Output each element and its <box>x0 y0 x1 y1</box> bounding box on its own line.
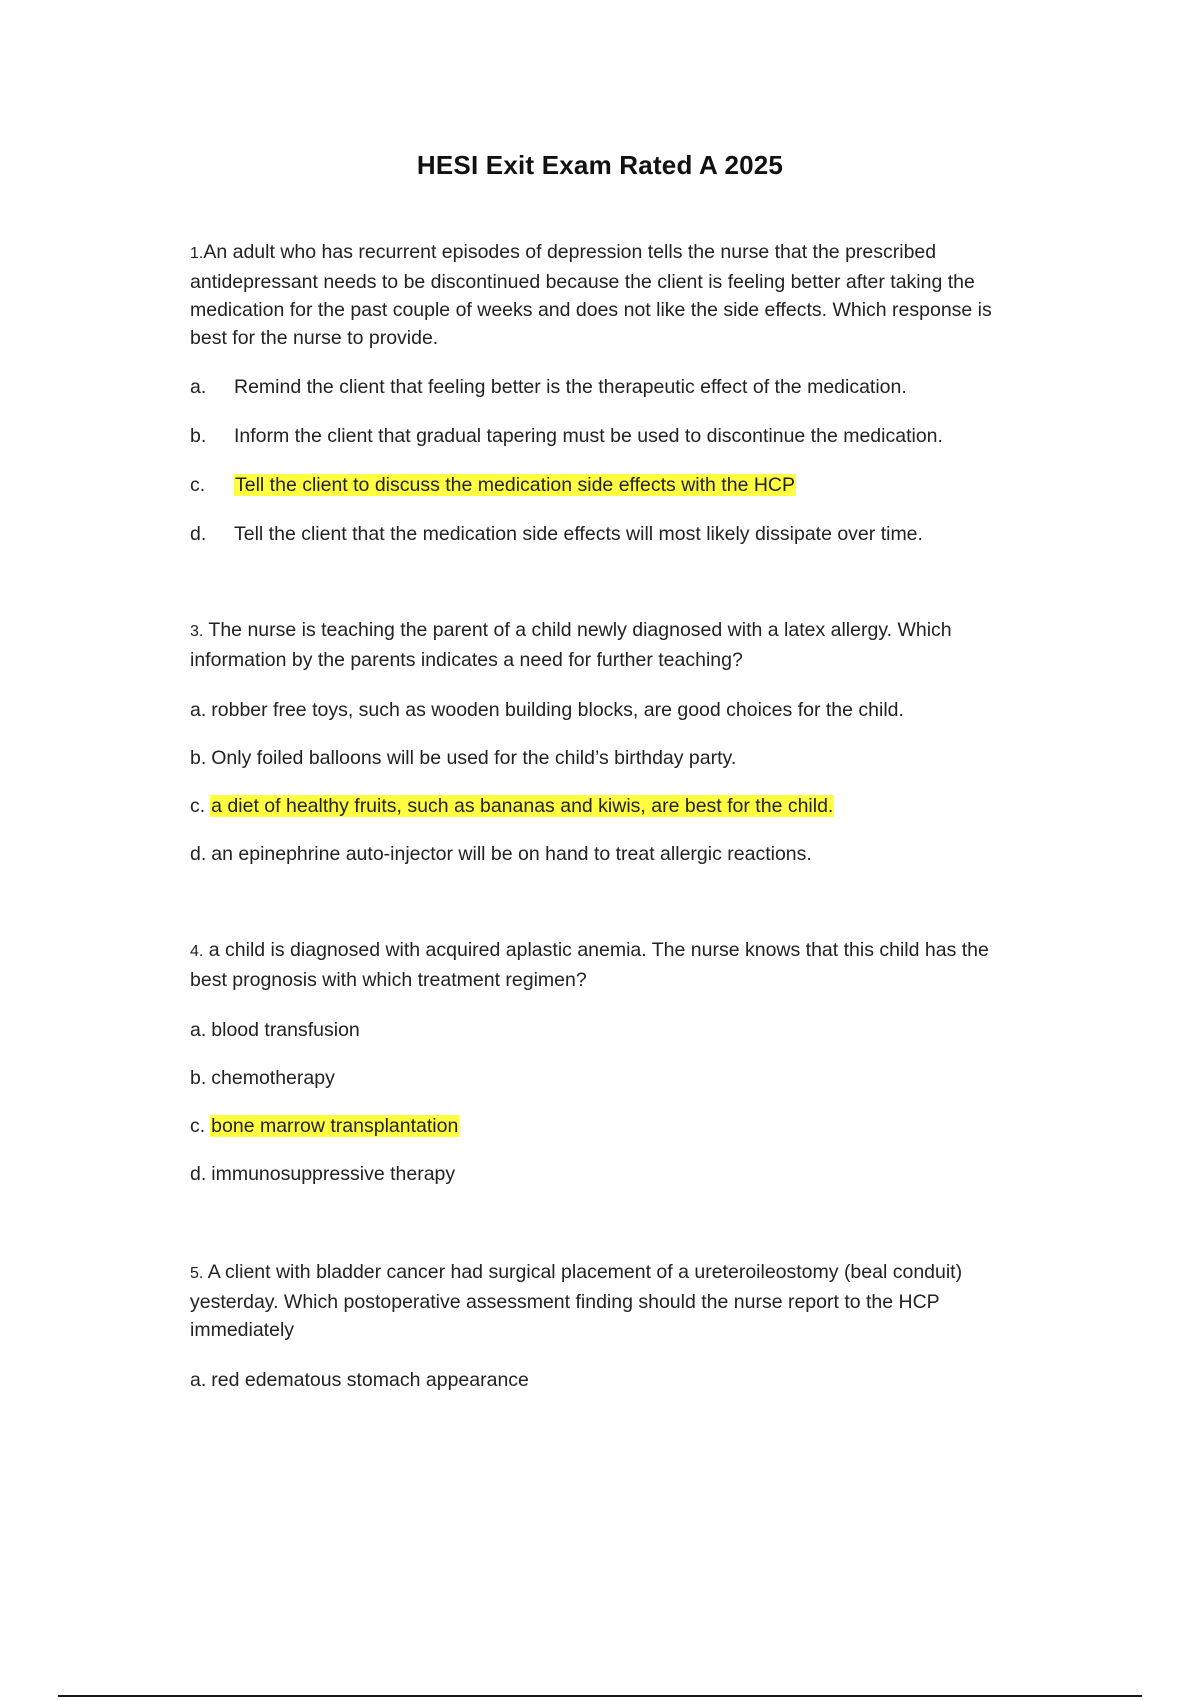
answer-option-b <box>190 744 1030 772</box>
option-letter: c. <box>190 474 206 496</box>
question-stem: The nurse is teaching the parent of a child newly diagnosed with a latex allergy. Which information by the parents indicates a need for further teaching? <box>190 619 952 671</box>
option-text: Tell the client that the medication side effects will most likely dissipate over time. <box>234 523 923 545</box>
option-letter: c. <box>190 1115 206 1137</box>
option-letter: a. <box>190 1019 207 1041</box>
answer-option-d <box>190 520 1030 548</box>
answer-option-a <box>190 1016 1030 1044</box>
option-text: red edematous stomach appearance <box>211 1369 529 1391</box>
question-text <box>190 238 1030 352</box>
option-letter: a. <box>190 699 207 721</box>
option-letter: b. <box>190 747 207 769</box>
answer-option-c-correct <box>190 792 1030 820</box>
option-letter: a. <box>190 1369 207 1391</box>
question-text <box>190 936 1030 994</box>
question-5 <box>190 1258 1030 1394</box>
answer-options <box>190 1016 1030 1188</box>
answer-options <box>190 1366 1030 1394</box>
question-number: 4. <box>190 943 204 960</box>
question-stem: a child is diagnosed with acquired aplastic anemia. The nurse knows that this child has the best prognosis with which treatment regimen? <box>190 939 989 991</box>
question-1 <box>190 238 1030 548</box>
answer-option-a <box>190 373 1030 401</box>
answer-option-d <box>190 840 1030 868</box>
highlighted-answer: Tell the client to discuss the medication side effects with the HCP <box>235 474 795 496</box>
question-number: 5. <box>190 1265 204 1282</box>
question-4 <box>190 936 1030 1188</box>
option-text: Remind the client that feeling better is the therapeutic effect of the medication. <box>234 376 907 398</box>
answer-option-c-correct <box>190 471 1030 499</box>
highlighted-answer: a diet of healthy fruits, such as bananas and kiwis, are best for the child. <box>211 795 834 817</box>
option-letter: c. <box>190 795 206 817</box>
answer-option-b <box>190 422 1030 450</box>
question-text <box>190 616 1030 674</box>
question-stem: A client with bladder cancer had surgical placement of a ureteroileostomy (beal conduit) yesterday. Which postoperative assessment finding should the nurse report to the HCP immediately <box>190 1261 963 1341</box>
question-3 <box>190 616 1030 868</box>
question-number: 3. <box>190 623 204 640</box>
answer-options <box>190 696 1030 868</box>
answer-option-a <box>190 1366 1030 1394</box>
option-text: blood transfusion <box>211 1019 360 1041</box>
question-stem: An adult who has recurrent episodes of depression tells the nurse that the prescribed antidepressant needs to be discontinued because the client is feeling better after taking the medication for the past couple of weeks and does not like the side effects. Which response is best for the nurse to provide. <box>190 241 992 349</box>
option-text: an epinephrine auto-injector will be on hand to treat allergic reactions. <box>211 843 812 865</box>
document-body <box>190 238 1030 1394</box>
option-letter: d. <box>190 523 207 545</box>
highlighted-answer: bone marrow transplantation <box>211 1115 459 1137</box>
option-text: robber free toys, such as wooden building blocks, are good choices for the child. <box>211 699 904 721</box>
answer-option-d <box>190 1160 1030 1188</box>
answer-option-a <box>190 696 1030 724</box>
document-title: HESI Exit Exam Rated A 2025 <box>416 150 784 180</box>
answer-option-b <box>190 1064 1030 1092</box>
option-text: chemotherapy <box>211 1067 335 1089</box>
option-letter: d. <box>190 843 207 865</box>
option-letter: d. <box>190 1163 207 1185</box>
option-letter: b. <box>190 425 207 447</box>
answer-option-c-correct <box>190 1112 1030 1140</box>
option-letter: b. <box>190 1067 207 1089</box>
option-text: Inform the client that gradual tapering must be used to discontinue the medication. <box>234 425 943 447</box>
page-bottom-rule <box>58 1695 1142 1697</box>
option-text: Only foiled balloons will be used for the child’s birthday party. <box>211 747 737 769</box>
option-letter: a. <box>190 376 207 398</box>
question-number: 1. <box>190 245 204 262</box>
option-text: immunosuppressive therapy <box>211 1163 456 1185</box>
question-text <box>190 1258 1030 1344</box>
answer-options <box>190 373 1030 548</box>
